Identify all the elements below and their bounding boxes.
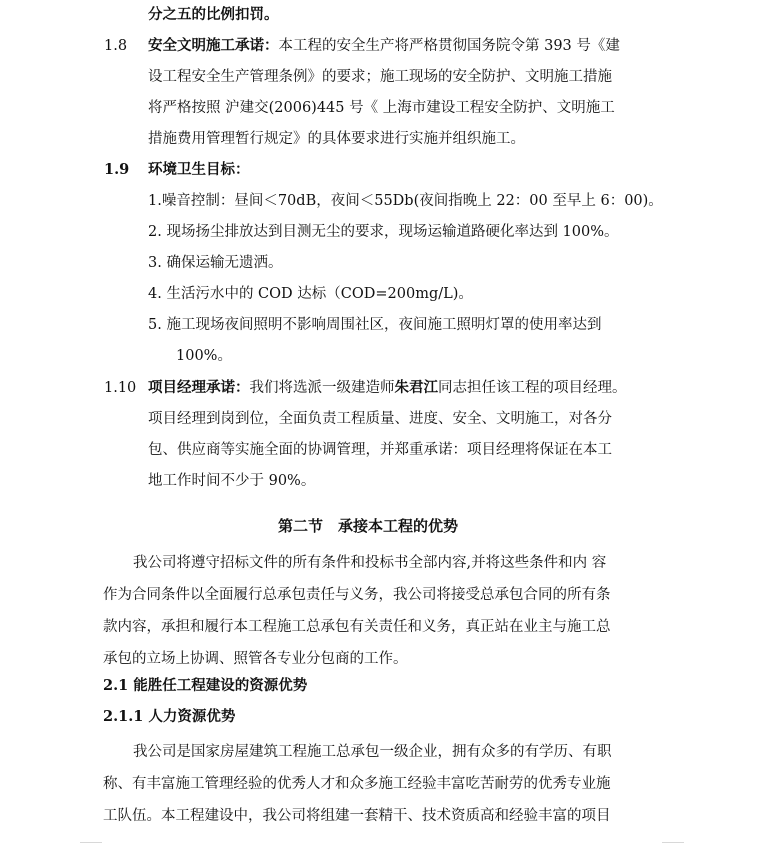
- env-item-2: 2. 现场扬尘排放达到目测无尘的要求，现场运输道路硬化率达到 100%。: [148, 224, 619, 240]
- env-item-5-continued: 100%。: [176, 348, 232, 364]
- clause-1-10-number: 1.10: [104, 380, 137, 396]
- clause-1-10-title: 项目经理承诺：: [148, 379, 250, 396]
- clause-1-9-title: 环境卫生目标：: [148, 161, 250, 178]
- env-item-3: 3. 确保运输无遗洒。: [148, 255, 283, 271]
- clause-1-10-line-2: 项目经理到岗到位，全面负责工程质量、进度、安全、文明施工，对各分: [148, 411, 612, 427]
- clause-1-10-line-3: 包、供应商等实施全面的协调管理，并郑重承诺：项目经理将保证在本工: [148, 442, 612, 458]
- hr-para-line-1: 我公司是国家房屋建筑工程施工总承包一级企业，拥有众多的有学历、有职: [133, 744, 612, 760]
- section-para-line-3: 款内容，承担和履行本工程施工总承包有关责任和义务，真正站在业主与施工总: [103, 619, 611, 635]
- clause-1-9-number: 1.9: [104, 161, 130, 178]
- corner-mark-left: [80, 842, 102, 843]
- clause-1-7-tail: 分之五的比例扣罚。: [148, 6, 279, 23]
- clause-1-8-number: 1.8: [104, 38, 128, 54]
- clause-1-10-line-4: 地工作时间不少于 90%。: [148, 473, 316, 489]
- section-para-line-1: 我公司将遵守招标文件的所有条件和投标书全部内容,并将这些条件和内 容: [133, 555, 607, 571]
- hr-para-line-3: 工队伍。本工程建设中，我公司将组建一套精干、技术资质高和经验丰富的项目: [103, 808, 611, 824]
- hr-para-line-2: 称、有丰富施工管理经验的优秀人才和众多施工经验丰富吃苦耐劳的优秀专业施: [103, 776, 611, 792]
- clause-1-8-line-2: 设工程安全生产管理条例》的要求；施工现场的安全防护、文明施工措施: [148, 69, 612, 85]
- clause-1-10-text-post: 同志担任该工程的项目经理。: [438, 380, 627, 396]
- clause-1-10-line-1: [148, 378, 627, 398]
- section-heading: 第二节 承接本工程的优势: [278, 517, 459, 535]
- clause-1-10-text-pre: 我们将选派一级建造师: [249, 380, 395, 396]
- section-para-line-4: 承包的立场上协调、照管各专业分包商的工作。: [103, 651, 408, 667]
- clause-1-8-line-4: 措施费用管理暂行规定》的具体要求进行实施并组织施工。: [148, 131, 525, 147]
- section-para-line-2: 作为合同条件以全面履行总承包责任与义务，我公司将接受总承包合同的所有条: [103, 587, 611, 603]
- heading-2-1: 2.1 能胜任工程建设的资源优势: [103, 677, 308, 694]
- corner-mark-right: [662, 842, 684, 843]
- clause-1-8-line-3: 将严格按照 沪建交(2006)445 号《 上海市建设工程安全防护、文明施工: [148, 100, 615, 116]
- env-item-4: 4. 生活污水中的 COD 达标（COD=200mg/L)。: [148, 286, 473, 302]
- manager-name: 朱君江: [394, 379, 438, 396]
- clause-1-8-text: 本工程的安全生产将严格贯彻国务院令第 393 号《建: [278, 38, 620, 54]
- heading-2-1-1: 2.1.1 人力资源优势: [103, 708, 236, 725]
- env-item-1: 1.噪音控制：昼间＜70dB，夜间＜55Db(夜间指晚上 22：00 至早上 6：00)。: [148, 193, 663, 209]
- clause-1-8-title: 安全文明施工承诺：: [148, 37, 279, 54]
- clause-1-8-line-1: [148, 36, 620, 56]
- env-item-5: 5. 施工现场夜间照明不影响周围社区，夜间施工照明灯罩的使用率达到: [148, 317, 602, 333]
